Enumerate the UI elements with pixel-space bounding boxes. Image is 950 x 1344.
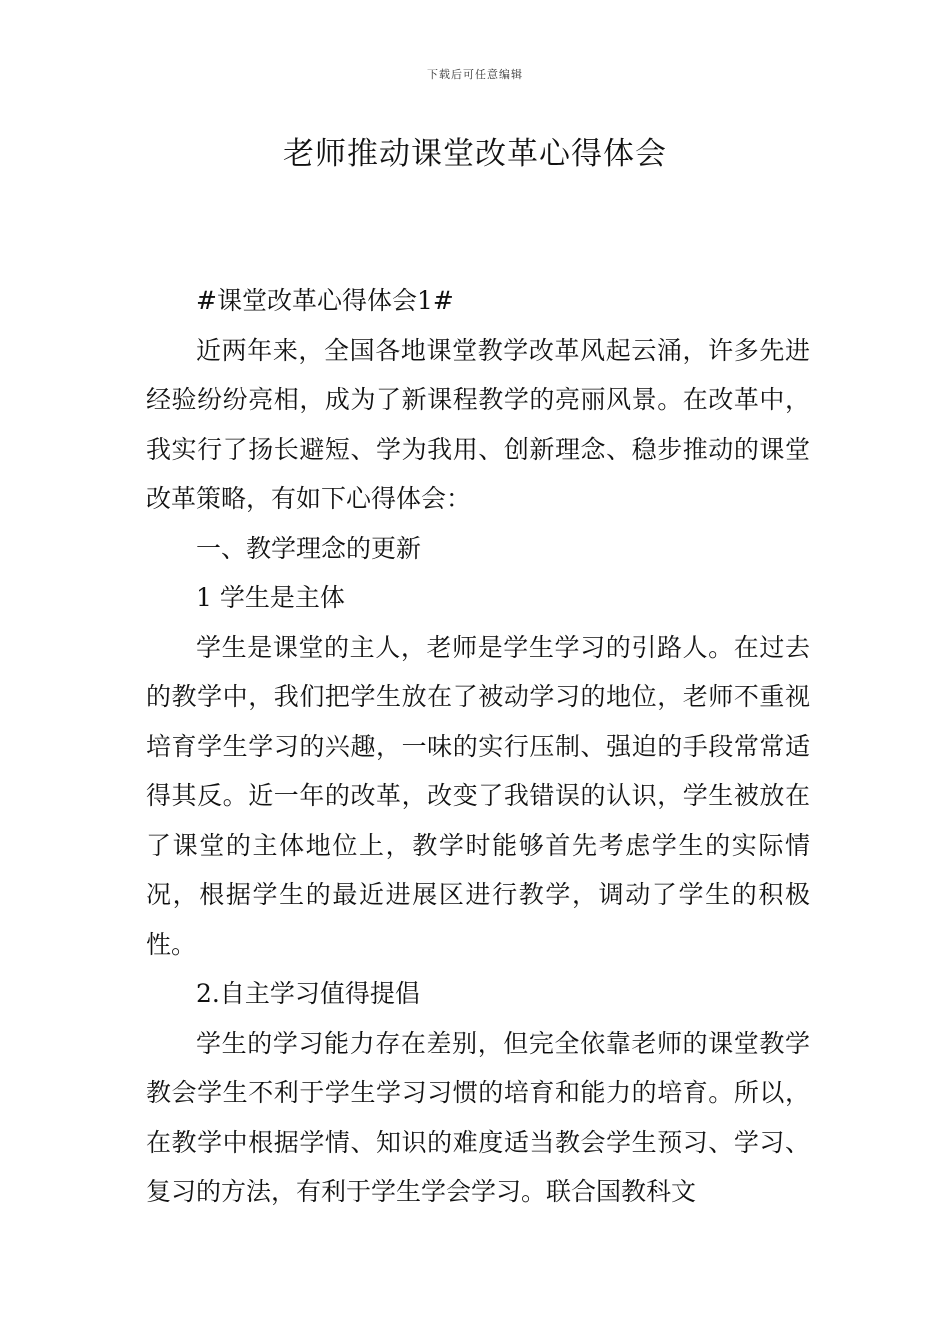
section-heading-teaching-philosophy: 一、教学理念的更新 (196, 533, 422, 563)
subheading-self-directed-learning: 2.自主学习值得提倡 (196, 979, 420, 1008)
paragraph-self-directed-learning: 学生的学习能力存在差别，但完全依靠老师的课堂教学教会学生不利于学生学习习惯的培育和能力的培育。所以，在教学中根据学情、知识的难度适当教会学生预习、学习、复习的方法，有利于学生学会学习。联合国教科文 (146, 1028, 810, 1206)
section-heading-1: #课堂改革心得体会1# (196, 286, 454, 315)
header-note: 下载后可任意编辑 (427, 68, 523, 81)
subheading-students-as-subject: 1 学生是主体 (196, 583, 345, 612)
paragraph-students-as-subject: 学生是课堂的主人，老师是学生学习的引路人。在过去的教学中，我们把学生放在了被动学习的地位，老师不重视培育学生学习的兴趣，一味的实行压制、强迫的手段常常适得其反。近一年的改革，改变了我错误的认识，学生被放在了课堂的主体地位上，教学时能够首先考虑学生的实际情况，根据学生的最近进展区进行教学，调动了学生的积极性。 (146, 632, 810, 959)
paragraph-intro: 近两年来，全国各地课堂教学改革风起云涌，许多先进经验纷纷亮相，成为了新课程教学的亮丽风景。在改革中，我实行了扬长避短、学为我用、创新理念、稳步推动的课堂改革策略，有如下心得体会： (146, 335, 810, 513)
document-body (146, 276, 810, 1217)
document-title: 老师推动课堂改革心得体会 (283, 136, 667, 172)
